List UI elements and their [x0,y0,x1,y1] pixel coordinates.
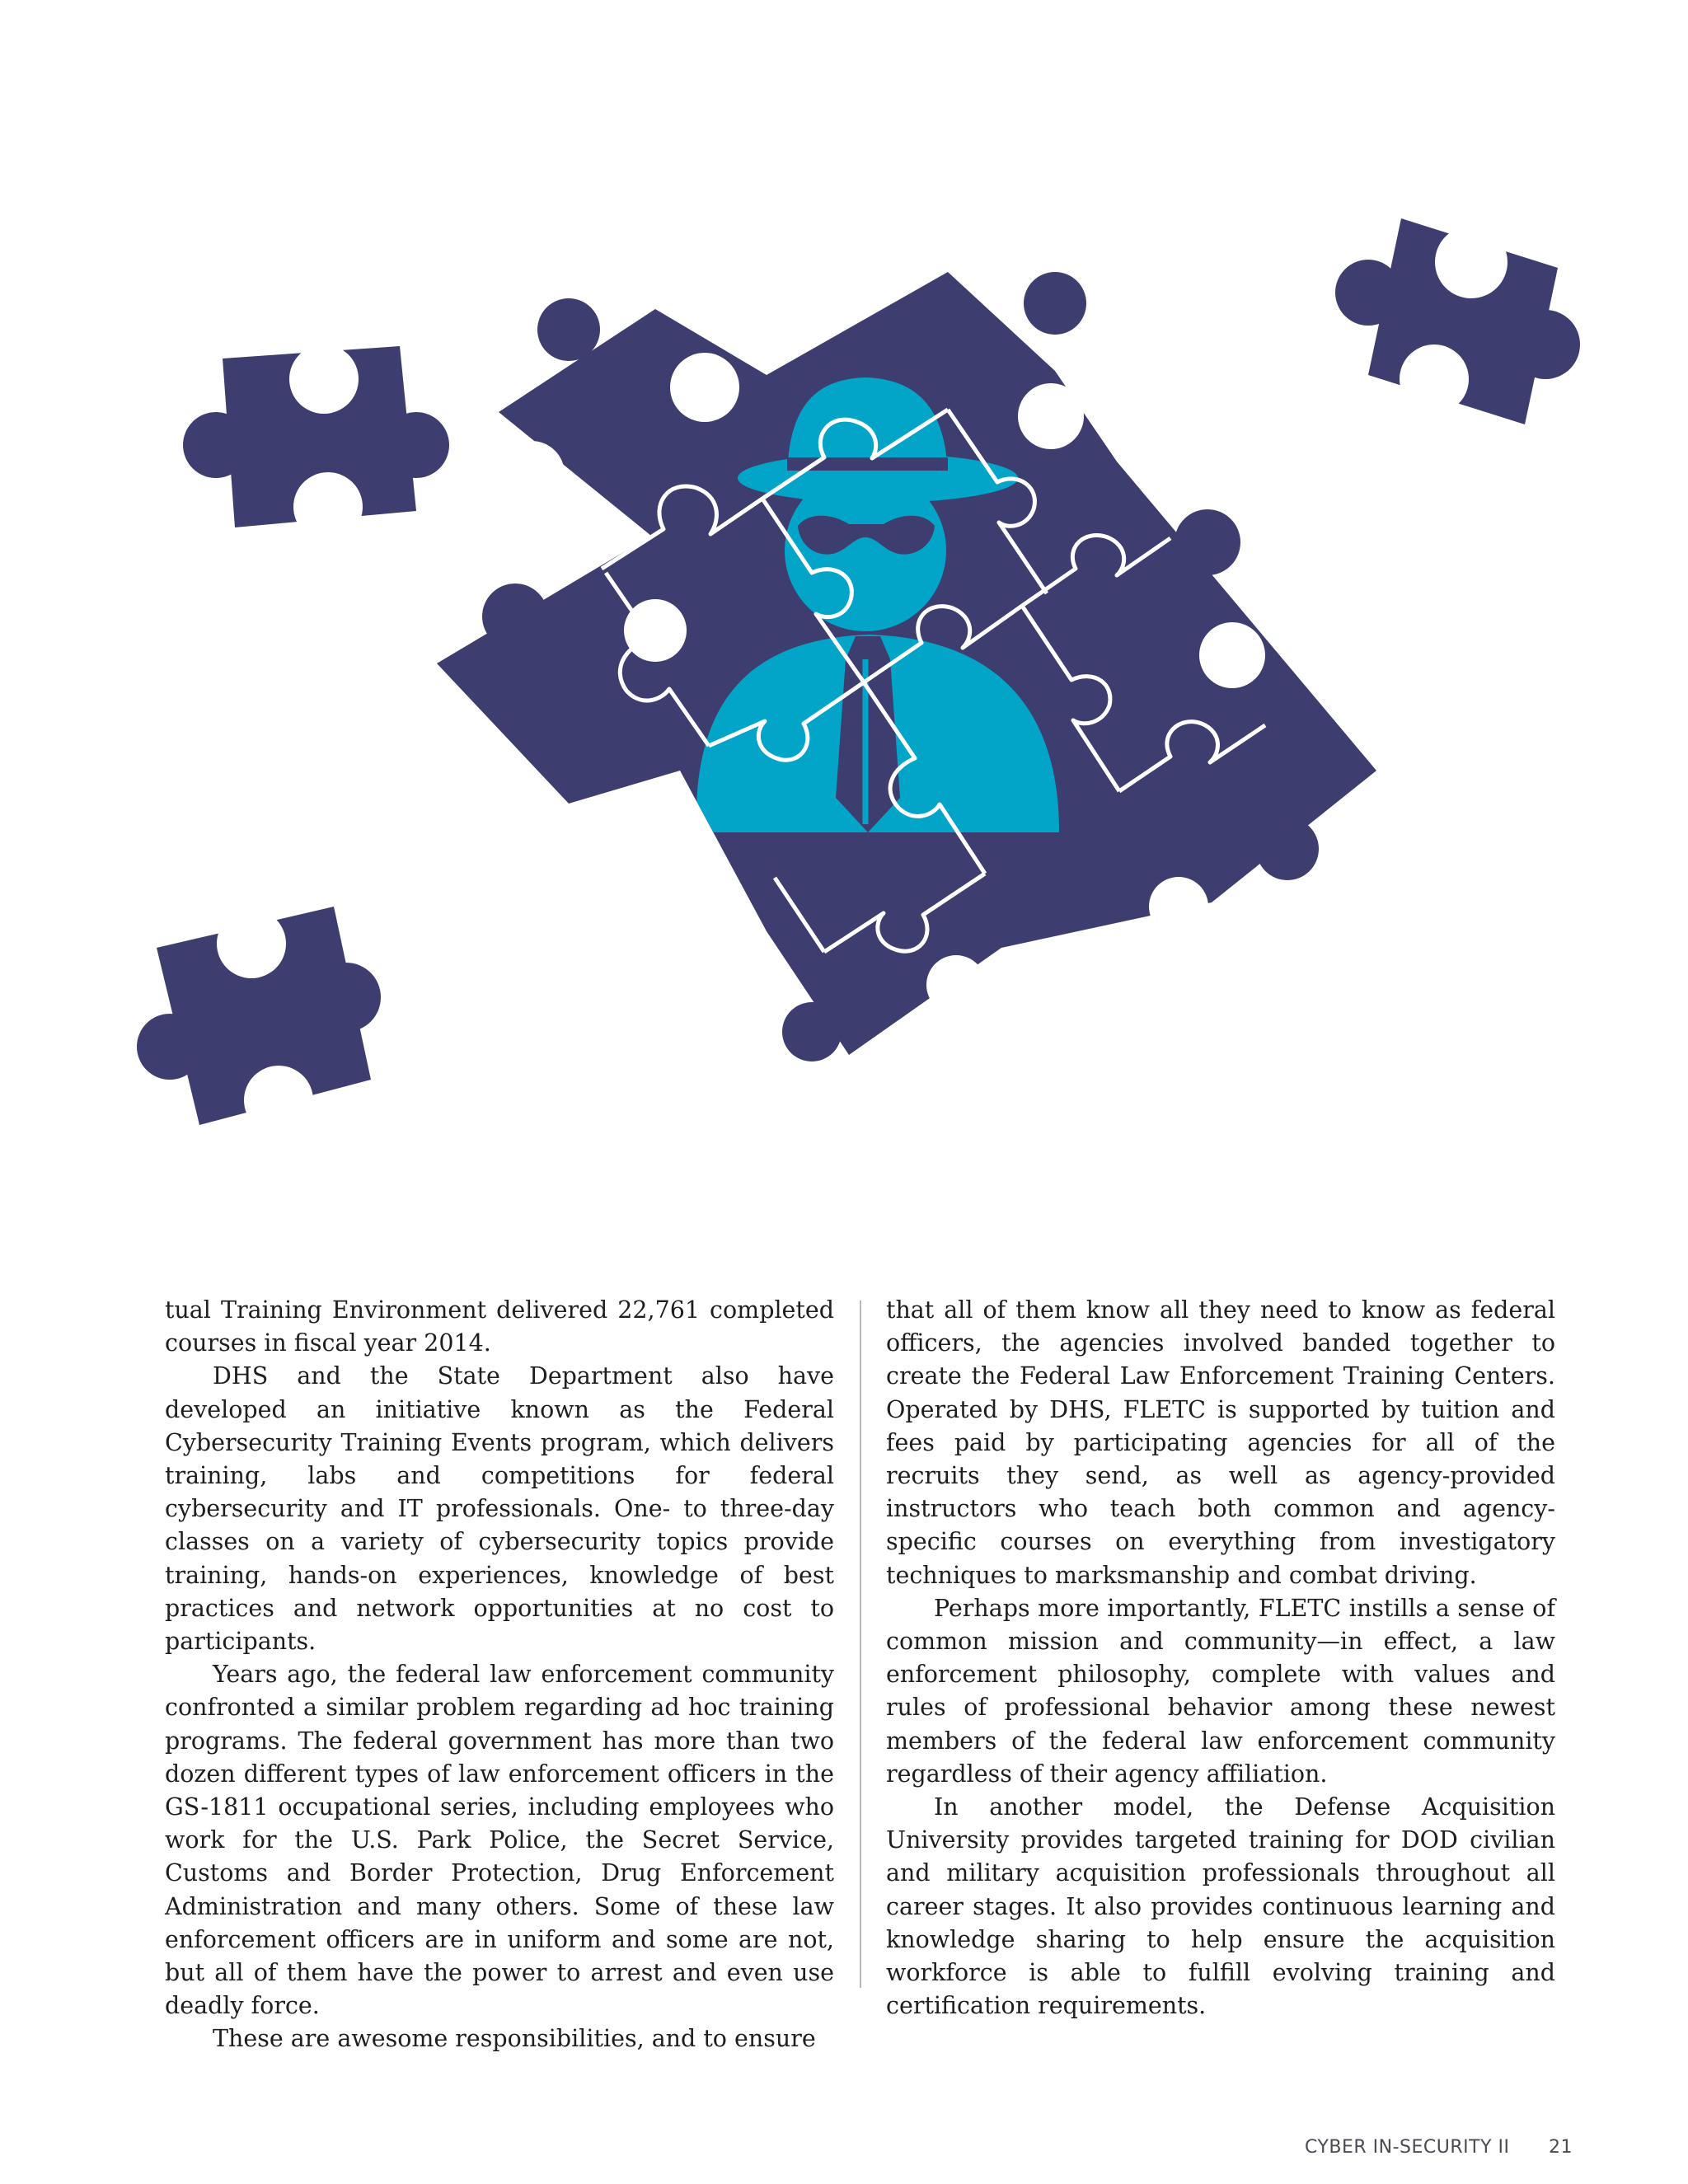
article-column-left [165,1294,834,2056]
paragraph: In another model, the Defense Acquisition University provides targeted training for DOD civilian and military acquisition professionals throughout all career stages. It also provides continuous learning and knowledge sharing to help ensure the acquisition workforce is able to fulfill evolving training and certification requirements. [886,1793,1555,2020]
paragraph: Perhaps more importantly, FLETC instills a sense of common mission and community—in effect, a law enforcement philosophy, complete with values and rules of professional behavior among these newest members of the federal law enforcement community regardless of their agency affiliation. [886,1594,1555,1788]
paragraph: tual Training Environment delivered 22,761 completed courses in fiscal year 2014. [165,1296,834,1357]
article-column-right [886,1294,1555,2022]
loose-piece-topright [1335,218,1580,424]
paragraph: Years ago, the federal law enforcement community confronted a similar problem regarding ad hoc training programs. The federal government has more than two dozen different types of law enforcement officers in the GS-1811 occupational series, including employees who work for the U.S. Park Police, the Secret Service, Customs and Border Protection, Drug Enforcement Administration and many others. Some of these law enforcement officers are in uniform and some are not, but all of them have the power to arrest and even use deadly force. [165,1661,834,2020]
loose-piece-bottomleft [137,907,381,1135]
column-divider [860,1301,861,1988]
paragraph: that all of them know all they need to know as federal officers, the agencies involved banded together to create the Federal Law Enforcement Training Centers. Operated by DHS, FLETC is supported by tuition and fees paid by participating agencies for all of the recruits they send, as well as agency-provided instructors who teach both common and agency-specific courses on everything from investigatory techniques to marksmanship and combat driving. [886,1296,1555,1589]
paragraph: DHS and the State Department also have developed an initiative known as the Federal Cybersecurity Training Events program, which delivers training, labs and competitions for federal cybersecurity and IT professionals. One- to three-day classes on a variety of cybersecurity topics provide training, hands-on experiences, knowledge of best practices and network opportunities at no cost to participants. [165,1362,834,1656]
loose-piece-left [183,344,449,541]
paragraph: These are awesome responsibilities, and to ensure [213,2025,816,2053]
puzzle-cluster [437,272,1376,1062]
page-number: 21 [1549,2137,1573,2158]
running-title: CYBER IN-SECURITY II [1304,2137,1510,2158]
page-footer [1305,2137,1573,2158]
